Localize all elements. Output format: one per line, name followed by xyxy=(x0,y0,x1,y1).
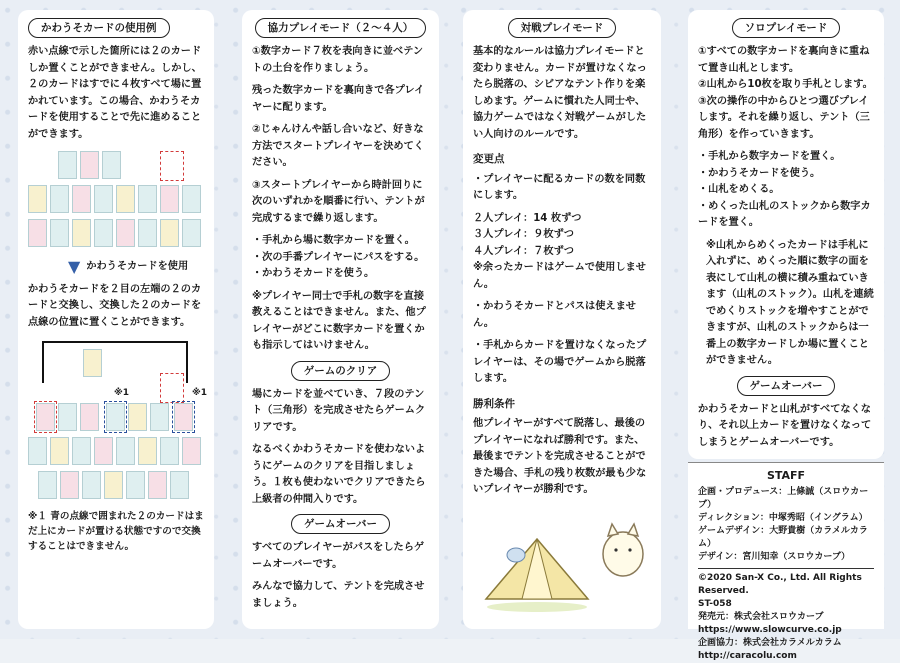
step: ②山札から10枚を取り手札とします。 xyxy=(698,79,873,90)
card xyxy=(50,437,69,465)
planner: 企画協力：株式会社カラメルカラム xyxy=(698,638,842,648)
note: ※余ったカードはゲームで使用しません。 xyxy=(473,262,646,290)
note: ※山札からめくったカードは手札に入れずに、めくった順に数字の面を表にして山札の横に積み重ねていきます（山札のストック）。山札を連続でめくりストックを増やすことができますが、山札のストックからは一番上の数字カードしか場に置くことができません。 xyxy=(706,239,874,366)
step: ①数字カード７枚を表向きに並べテントの土台を作りましょう。 xyxy=(252,46,424,74)
bullet: ・山札をめくる。 xyxy=(698,184,780,195)
step: ③スタートプレイヤーから時計回りに次のいずれかを順番に行い、テントが完成するまで繰り返します。 xyxy=(252,179,425,224)
arrow-down-icon: ▼ xyxy=(68,257,81,276)
card-diagram-1 xyxy=(28,149,204,253)
section-title-gameover: ゲームオーバー xyxy=(737,376,836,396)
note: ※プレイヤー同士で手札の数字を直接教えることはできません。また、他プレイヤーがどこに数字カードを置くかも指示してはいけません。 xyxy=(252,290,426,351)
card xyxy=(28,185,47,213)
paragraph: 場にカードを並べていき、７段のテント（三角形）を完成させたらゲームクリアです。 xyxy=(252,388,426,433)
step: ③次の操作の中からひとつ選びプレイします。それを繰り返し、テント（三角形）を作っていきます。 xyxy=(698,95,870,140)
step: 残った数字カードを裏向きで各プレイヤーに配ります。 xyxy=(252,85,425,113)
use-kawauso-row xyxy=(28,259,204,276)
heading-changes: 変更点 xyxy=(473,153,505,165)
count-line: ３人プレイ：９枚ずつ xyxy=(473,229,574,240)
card xyxy=(60,471,79,499)
card xyxy=(182,437,201,465)
planner-url[interactable]: http://caracolu.com xyxy=(698,651,797,661)
paragraph: 他プレイヤーがすべて脱落し、最後のプレイヤーになれば勝利です。また、最後までテントを完成させることができた場合、手札の残り枚数が最も少ないプレイヤーが勝利です。 xyxy=(473,418,647,495)
card xyxy=(50,219,69,247)
card xyxy=(116,185,135,213)
paragraph: 赤い点線で示した箇所には２のカードしか置くことができません。しかし、２のカードはすでに４枚すべて場に置かれています。この場合、かわうそカードを使用することで先に進めることができます。 xyxy=(28,46,202,140)
staff-line: デザイン：宮川知幸（スロウカーブ） xyxy=(698,552,851,562)
card xyxy=(80,403,99,431)
card xyxy=(28,219,47,247)
card xyxy=(138,437,157,465)
column-coop-mode xyxy=(242,10,439,629)
paragraph: かわうそカードを２目の左端の２のカードと交換し、交換した２のカードを点線の位置に置くことができます。 xyxy=(28,283,202,328)
red-dashed-slot xyxy=(160,373,184,403)
paragraph: ・プレイヤーに配るカードの数を同数にします。 xyxy=(473,173,646,201)
paragraph: なるべくかわうそカードを使わないようにゲームのクリアを目指しましょう。１枚も使わないでクリアできたら上級者の仲間入りです。 xyxy=(252,444,426,505)
copyright: ©2020 San-X Co., Ltd. All Rights Reserved. xyxy=(698,568,874,598)
card xyxy=(150,403,169,431)
staff-line: ゲームデザイン：大野貴樹（カラメルカラム） xyxy=(698,526,868,549)
step: ②じゃんけんや話し合いなど、好きな方法でスタートプレイヤーを決めてください。 xyxy=(252,124,424,168)
step: ①すべての数字カードを裏向きに重ねて置き山札とします。 xyxy=(698,46,870,74)
count-line: ４人プレイ：７枚ずつ xyxy=(473,245,574,257)
section-title-clear: ゲームのクリア xyxy=(291,361,391,381)
cat-character-illustration xyxy=(598,520,648,580)
section-title-coop: 協力プレイモード（２〜４人） xyxy=(255,18,427,38)
bullet: ・手札から数字カードを置く。 xyxy=(698,151,841,162)
card-diagram-2 xyxy=(28,337,208,509)
bullet: ・手札からカードを置けなくなったプレイヤーは、その場でゲームから脱落します。 xyxy=(473,340,647,384)
bullet: ・次の手番プレイヤーにパスをする。 xyxy=(252,251,425,263)
paragraph: すべてのプレイヤーがパスをしたらゲームオーバーです。 xyxy=(252,542,425,570)
card xyxy=(102,151,121,179)
card xyxy=(94,437,113,465)
card xyxy=(58,151,77,179)
card xyxy=(94,219,113,247)
bullet: ・手札から場に数字カードを置く。 xyxy=(252,235,415,246)
staff-credits xyxy=(688,462,884,661)
card xyxy=(138,219,157,247)
bullet: ・かわうそカードを使う。 xyxy=(698,167,821,179)
paragraph: みんなで協力して、テントを完成させましょう。 xyxy=(252,581,425,609)
red-dashed-slot xyxy=(160,151,184,181)
card xyxy=(116,219,135,247)
staff-line: ディレクション：中塚秀昭（イングラム） xyxy=(698,513,868,523)
column-solo-mode xyxy=(688,10,884,459)
card xyxy=(148,471,167,499)
card xyxy=(138,185,157,213)
use-kawauso-label: かわうそカードを使用 xyxy=(86,261,189,272)
red-dashed-slot xyxy=(34,401,57,433)
note-mark: ※1 xyxy=(114,388,130,398)
seller: 発売元：株式会社スロウカーブ xyxy=(698,612,824,622)
bullet: ・かわうそカードとパスは使えません。 xyxy=(473,301,636,329)
note: ※１ 青の点線で囲まれた２のカードはまだ上にカードが置ける状態ですので交換することはできません。 xyxy=(28,511,204,552)
section-title-solo: ソロプレイモード xyxy=(732,18,841,38)
card xyxy=(126,471,145,499)
card xyxy=(174,403,193,431)
card xyxy=(170,471,189,499)
card xyxy=(182,185,201,213)
card xyxy=(82,471,101,499)
card xyxy=(160,219,179,247)
card xyxy=(160,437,179,465)
note-mark: ※1 xyxy=(192,388,208,398)
card xyxy=(106,403,125,431)
card xyxy=(94,185,113,213)
product-code: ST-058 xyxy=(698,599,732,609)
card xyxy=(116,437,135,465)
paragraph: 基本的なルールは協力プレイモードと変わりません。カードが置けなくなったら脱落の、シビアなテント作りを楽しめます。ゲームに慣れた人同士や、協力ゲームではなく対戦ゲームがしたい人向けのルールです。 xyxy=(473,46,647,140)
card xyxy=(128,403,147,431)
staff-line: 企画・プロデュース：上條誠（スロウカーブ） xyxy=(698,487,869,510)
count-line: ２人プレイ：14 枚ずつ xyxy=(473,212,582,224)
seller-url[interactable]: https://www.slowcurve.co.jp xyxy=(698,625,842,635)
card xyxy=(72,219,91,247)
card xyxy=(104,471,123,499)
section-title-versus: 対戦プレイモード xyxy=(508,18,617,38)
card xyxy=(28,437,47,465)
bullet: ・かわうそカードを使う。 xyxy=(252,268,375,279)
card xyxy=(38,471,57,499)
card xyxy=(80,151,99,179)
tent-illustration xyxy=(482,535,592,615)
staff-title: STAFF xyxy=(766,469,806,482)
section-title-gameover: ゲームオーバー xyxy=(291,514,390,534)
card xyxy=(72,437,91,465)
card xyxy=(182,219,201,247)
section-title-kawauso-example: かわうそカードの使用例 xyxy=(28,18,170,38)
heading-win: 勝利条件 xyxy=(473,397,515,410)
card xyxy=(72,185,91,213)
bullet: ・めくった山札のストックから数字カードを置く。 xyxy=(698,200,871,228)
card xyxy=(58,403,77,431)
card xyxy=(160,185,179,213)
card xyxy=(50,185,69,213)
paragraph: かわうそカードと山札がすべてなくなり、それ以上カードを置けなくなってしまうとゲームオーバーです。 xyxy=(698,403,872,448)
column-kawauso-example xyxy=(18,10,214,629)
